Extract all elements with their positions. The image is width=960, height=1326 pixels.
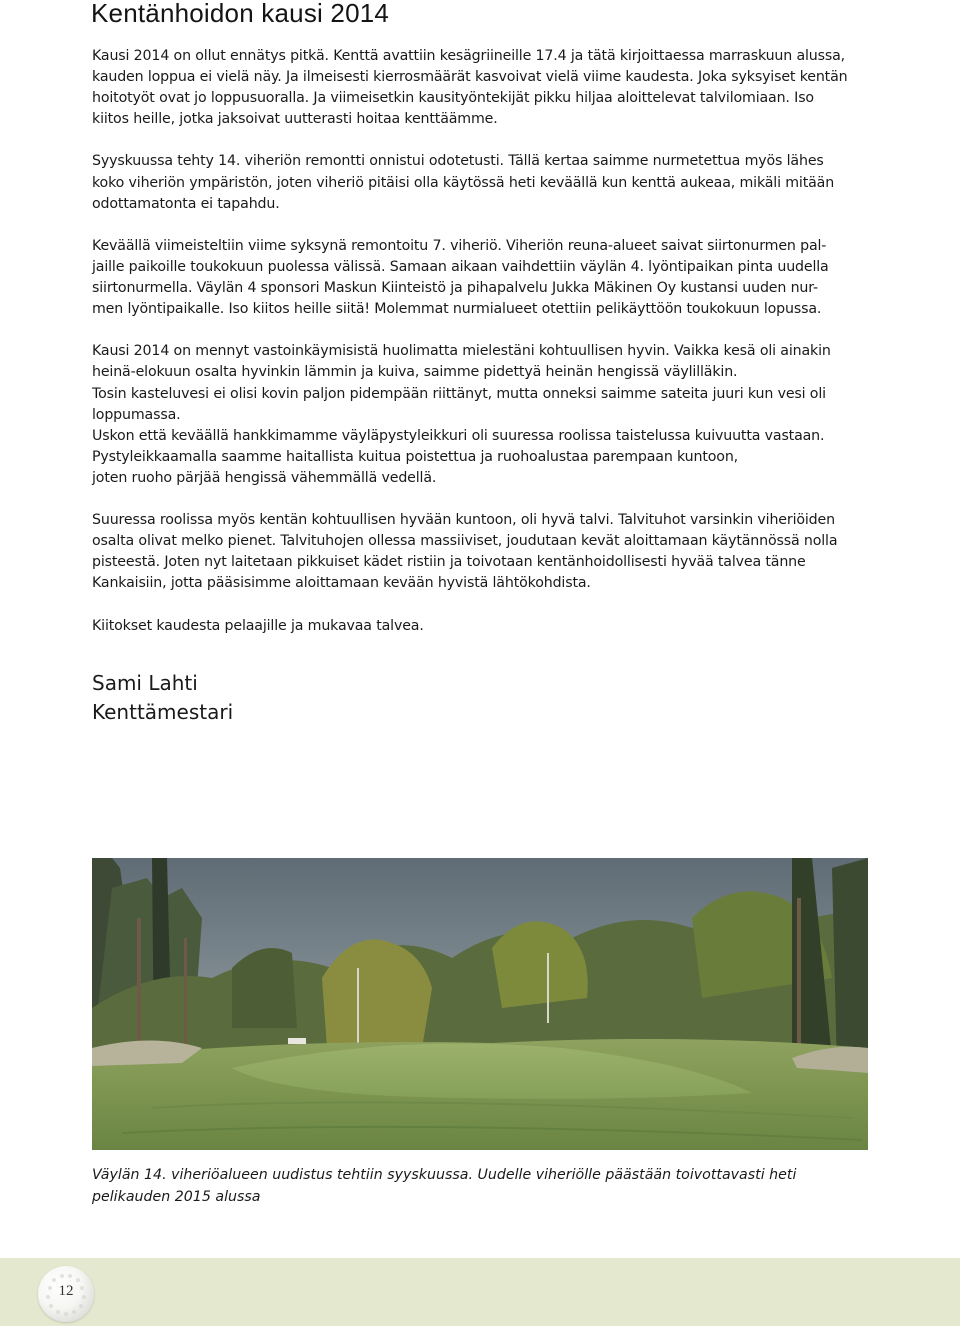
paragraph: [92, 510, 862, 594]
text-line: jaille paikoille toukokuun puolessa välissä. Samaan aikaan vaihdettiin väylän 4. lyöntipaikan pinta uudella: [92, 258, 829, 275]
text-line: siirtonurmella. Väylän 4 sponsori Maskun Kiinteistö ja pihapalvelu Jukka Mäkinen Oy kustansi uuden nur-: [92, 280, 819, 297]
golf-ball-icon: [38, 1266, 94, 1322]
caption-line: Väylän 14. viheriöalueen uudistus tehtiin syyskuussa. Uudelle viheriölle päästään toivottavasti heti: [92, 1167, 797, 1183]
text-line: Pystyleikkaamalla saamme haitallista kuitua poistettua ja ruohoalustaa parempaan kuntoon,: [92, 448, 739, 465]
text-line: kauden loppua ei vielä näy. Ja ilmeisesti kierrosmäärät kasvoivat vielä viime kaudesta. Joka syksyiset kentän: [92, 69, 848, 86]
text-line: heinä-elokuun osalta hyvinkin lämmin ja kuiva, saimme pidettyä heinän hengissä väylilläkin.: [92, 364, 738, 381]
text-line: osalta olivat melko pienet. Talvituhojen ollessa massiiviset, joudutaan kevät aloittamaan käytännössä nolla: [92, 533, 838, 550]
paragraph: [92, 616, 862, 637]
text-line: joten ruoho pärjää hengissä vähemmällä vedellä.: [92, 469, 437, 486]
text-line: Syyskuussa tehty 14. viheriön remontti onnistui odotetusti. Tällä kertaa saimme nurmetettua myös lähes: [92, 153, 824, 170]
text-line: Kausi 2014 on mennyt vastoinkäymisistä huolimatta mielestäni kohtuullisen hyvin. Vaikka kesä oli ainakin: [92, 343, 831, 360]
golf-green-photo: [92, 858, 868, 1150]
text-line: Tosin kasteluvesi ei olisi kovin paljon pidempään riittänyt, mutta onneksi saimme sateita juuri kun vesi oli: [92, 385, 826, 402]
signature-role: Kenttämestari: [92, 700, 234, 724]
photo-caption: [92, 1164, 796, 1208]
text-line: Keväällä viimeisteltiin viime syksynä remontoitu 7. viheriö. Viheriön reuna-alueet saivat siirtonurmen pal-: [92, 237, 827, 254]
caption-line: pelikauden 2015 alussa: [92, 1189, 261, 1205]
paragraph: [92, 236, 862, 320]
text-line: Kankaisiin, jotta pääsisimme aloittamaan kevään hyvistä lähtökohdista.: [92, 575, 591, 592]
signature: [92, 669, 233, 727]
text-line: Kausi 2014 on ollut ennätys pitkä. Kenttä avattiin kesägriineille 17.4 ja tätä kirjoittaessa marraskuun alussa,: [92, 48, 846, 64]
text-line: Kiitokset kaudesta pelaajille ja mukavaa talvea.: [92, 617, 424, 634]
paragraph: [92, 151, 862, 214]
text-line: kiitos heille, jotka jaksoivat uutterasti hoitaa kenttäämme.: [92, 111, 498, 128]
page-title: Kentänhoidon kausi 2014: [91, 0, 390, 28]
text-line: hoitotyöt ovat jo loppusuoralla. Ja viimeisetkin kausityöntekijät pikku hiljaa aloittelevat talvilomiaan. Iso: [92, 90, 814, 107]
paragraph: [92, 341, 862, 489]
text-line: koko viheriön ympäristön, joten viheriö pitäisi olla käytössä heti keväällä kun kenttä aukeaa, mikäli mitään: [92, 174, 835, 191]
page-number: 12: [58, 1283, 74, 1299]
text-line: men lyöntipaikalle. Iso kiitos heille siitä! Molemmat nurmialueet otettiin pelikäyttöön toukokuun lopussa.: [92, 301, 822, 318]
footer-band: [0, 1258, 960, 1326]
signature-name: Sami Lahti: [92, 671, 198, 695]
text-line: loppumassa.: [92, 406, 181, 423]
article-body: [92, 46, 862, 637]
text-line: odottamatonta ei tapahdu.: [92, 195, 280, 212]
photo-illustration: [92, 858, 868, 1150]
text-line: Uskon että keväällä hankkimamme väyläpystyleikkuri oli suuressa roolissa taistelussa kuivuutta vastaan.: [92, 427, 825, 444]
text-line: Suuressa roolissa myös kentän kohtuullisen hyvään kuntoon, oli hyvä talvi. Talvituhot varsinkin viheriöiden: [92, 512, 835, 529]
paragraph: [92, 46, 862, 130]
text-line: pisteestä. Joten nyt laitetaan pikkuiset kädet ristiin ja toivotaan kentänhoidollisesti hyvää talvea tänne: [92, 554, 806, 571]
